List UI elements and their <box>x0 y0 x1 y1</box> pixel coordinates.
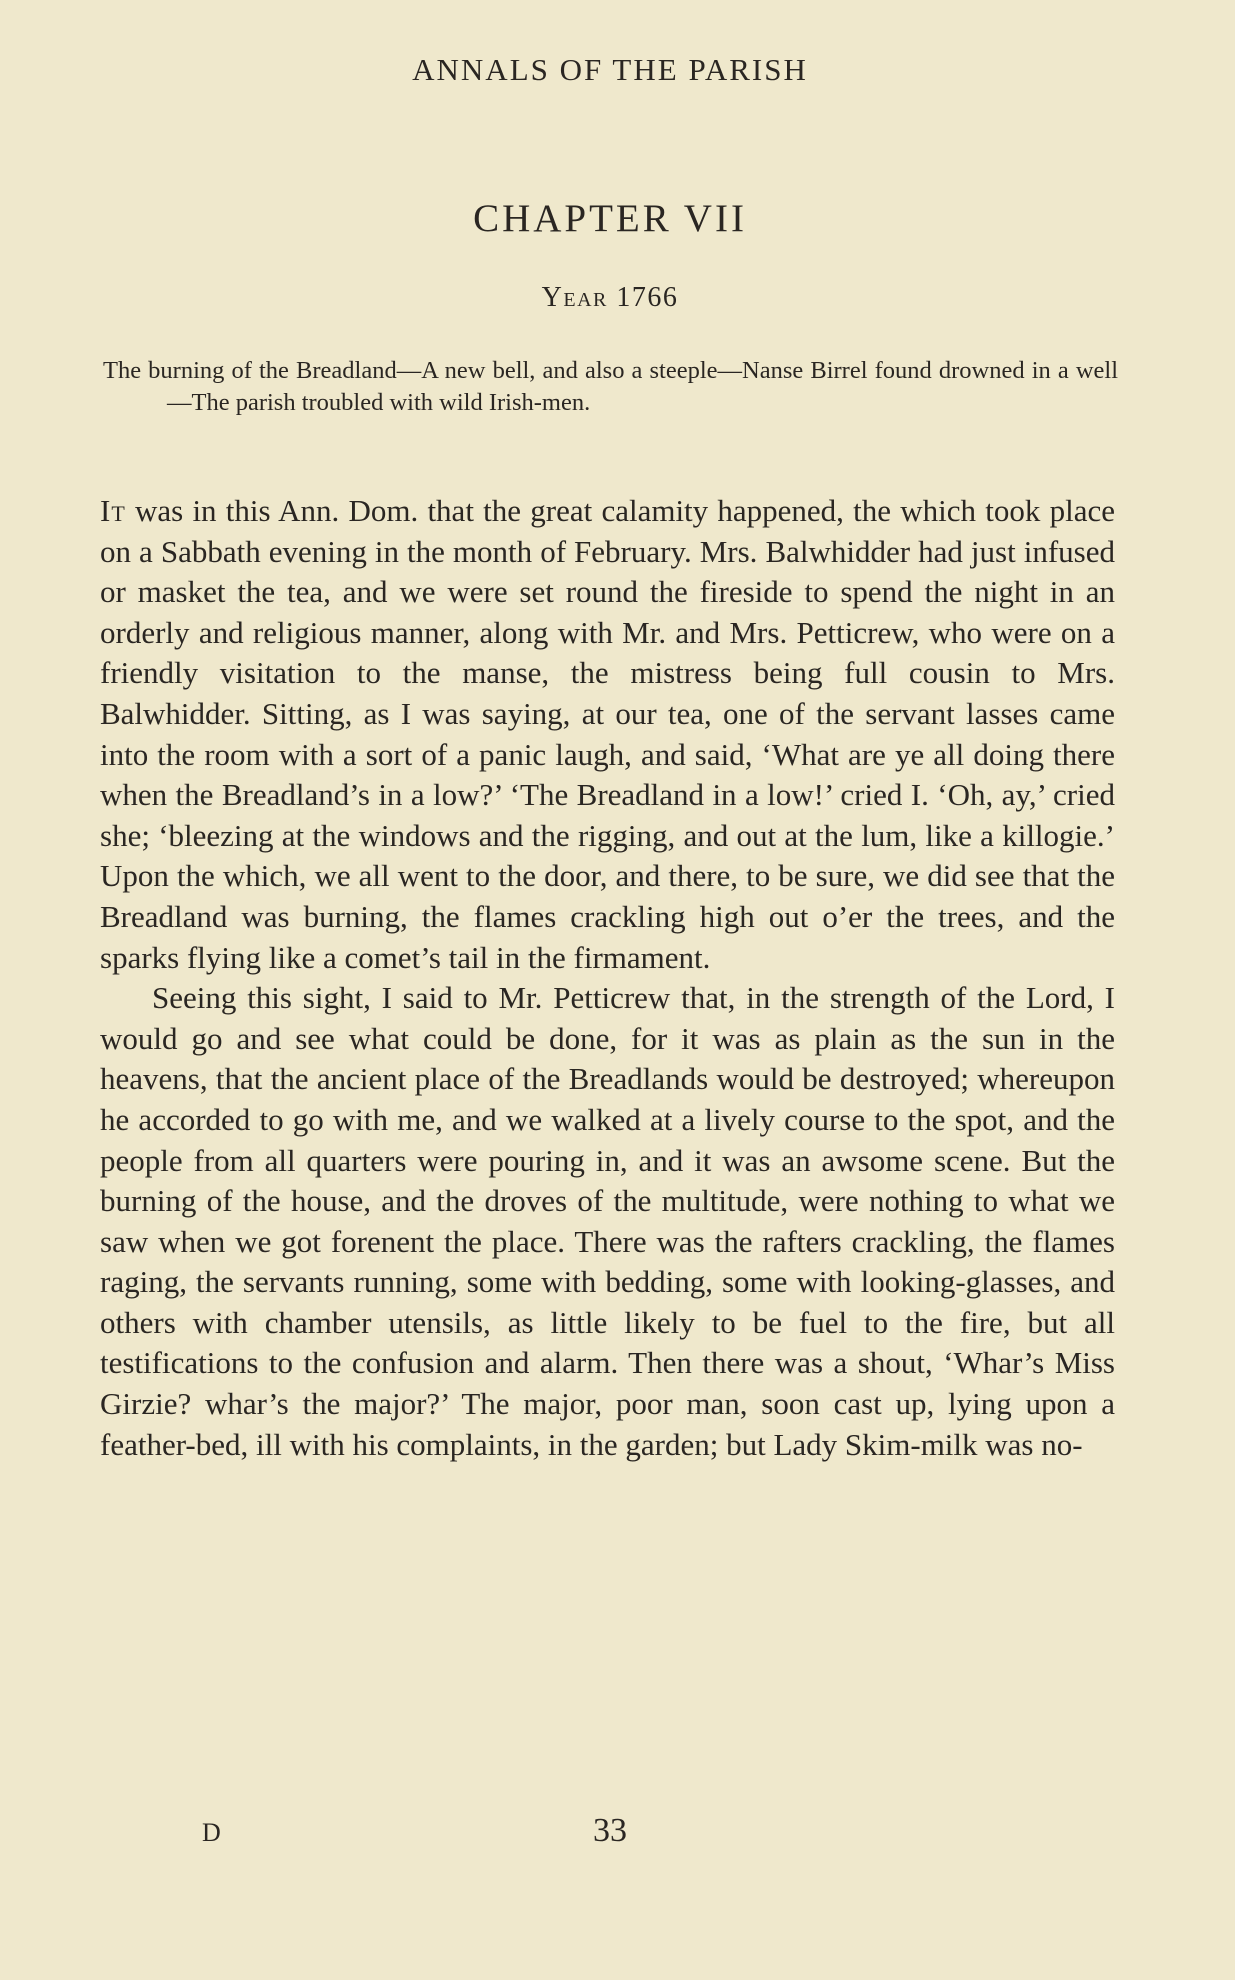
page-number: 33 <box>593 1812 627 1849</box>
page-footer <box>0 1812 1235 1862</box>
paragraph-1-opening-word: It <box>100 493 126 528</box>
chapter-year: Year 1766 <box>541 282 679 313</box>
body-text <box>100 491 1115 1465</box>
running-head: ANNALS OF THE PARISH <box>412 52 808 87</box>
signature-mark: D <box>202 1818 221 1847</box>
chapter-title: CHAPTER VII <box>473 197 747 240</box>
paragraph-1-text: was in this Ann. Dom. that the great calamity happened, the which took place on a Sabbath evening in the month of February. Mrs. Balwhidder had just infused or masket the tea, and we were set round the fireside to spend the night in an orderly and religious manner, along with Mr. and Mrs. Petticrew, who were on a friendly visitation to the manse, the mistress being full cousin to Mrs. Balwhidder. Sitting, as I was saying, at our tea, one of the servant lasses came into the room with a sort of a panic laugh, and said, ‘What are ye all doing there when the Breadland’s in a low?’ ‘The Breadland in a low!’ cried I. ‘Oh, ay,’ cried she; ‘bleezing at the windows and the rigging, and out at the lum, like a killogie.’ Upon the which, we all went to the door, and there, to be sure, we did see that the Breadland was burning, the flames crackling high out o’er the trees, and the sparks flying like a comet’s tail in the firmament. <box>100 493 1115 975</box>
chapter-summary-text: The burning of the Breadland—A new bell, and also a steeple—Nanse Birrel found drowned in a well—The parish troubled with wild Irish-men. <box>103 357 1118 416</box>
paragraph-2: Seeing this sight, I said to Mr. Petticrew that, in the strength of the Lord, I would go and see what could be done, for it was as plain as the sun in the heavens, that the ancient place of the Breadlands would be destroyed; whereupon he accorded to go with me, and we walked at a lively course to the spot, and the people from all quarters were pouring in, and it was an awsome scene. But the burning of the house, and the droves of the multitude, were nothing to what we saw when we got forenent the place. There was the rafters crackling, the flames raging, the servants running, some with bedding, some with looking-glasses, and others with chamber utensils, as little likely to be fuel to the fire, but all testifications to the confusion and alarm. Then there was a shout, ‘Whar’s Miss Girzie? whar’s the major?’ The major, poor man, soon cast up, lying upon a feather-bed, ill with his complaints, in the garden; but Lady Skim-milk was no- <box>100 980 1115 1462</box>
chapter-summary <box>103 355 1118 419</box>
paragraph-1 <box>100 491 1115 978</box>
